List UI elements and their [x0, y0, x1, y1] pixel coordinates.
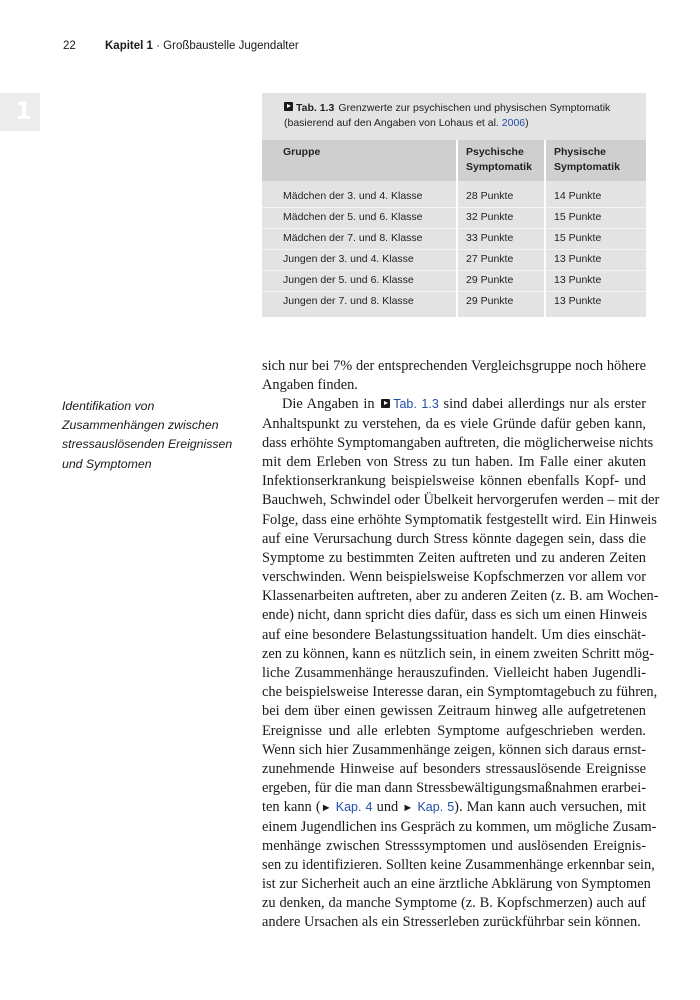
cell-gruppe: Jungen der 7. und 8. Klasse: [283, 295, 414, 307]
citation-link[interactable]: 2006: [501, 117, 526, 129]
text-line: Wenn sich hier Zusammenhänge zeigen, können sich daraus ernst-: [262, 741, 646, 758]
cell-psychisch: 29 Punkte: [466, 295, 514, 307]
cell-gruppe: Jungen der 3. und 4. Klasse: [283, 253, 414, 265]
text-line: Die Angaben in Tab. 1.3 sind dabei allerdings nur als erster: [282, 396, 646, 413]
chapter-label: Kapitel 1: [105, 40, 153, 52]
margin-note: Identifikation von Zusammenhängen zwischen stressauslösenden Ereignissen und Symptomen: [62, 399, 233, 471]
text-line: ten kann (► Kap. 4 und ► Kap. 5). Man kann auch versuchen, mit: [262, 799, 647, 816]
text-line: Angaben finden.: [262, 377, 358, 394]
text-line: andere Ursachen als ein Stresserleben zurückführbar sein können.: [262, 914, 641, 931]
chapter-5-link[interactable]: Kap. 5: [417, 800, 455, 815]
text-line: Bauchweh, Schwindel oder Übelkeit hervorgerufen werden – mit der: [262, 492, 660, 509]
cell-physisch: 15 Punkte: [554, 232, 602, 244]
text-line: Symptome zu bestimmten Zeiten auftreten und zu anderen Zeiten: [262, 549, 646, 566]
play-square-icon: [381, 399, 390, 408]
table-reference-link[interactable]: Tab. 1.3: [393, 397, 439, 412]
header-physische: Physische Symptomatik: [554, 146, 620, 173]
text-line: Folge, dass eine erhöhte Symptomatik festgestellt wird. Ein Hinweis: [262, 511, 657, 528]
page-number: 22: [63, 40, 76, 52]
chapter-tab-number: 1: [15, 97, 32, 125]
text-line: einem Jugendlichen ins Gespräch zu kommen, um mögliche Zusam-: [262, 818, 657, 835]
table-row: [262, 229, 646, 250]
text-line: sich nur bei 7% der entsprechenden Vergleichsgruppe noch höhere: [262, 358, 646, 374]
text-line: liche Zusammenhänge herauszufinden. Vielleicht haben Jugendli-: [262, 665, 646, 681]
column-divider: [456, 140, 458, 317]
column-divider: [544, 140, 546, 317]
text-line: menhänge zwischen Stresssymptomen und auslösenden Ereignis-: [262, 837, 646, 854]
text-line: ende) nicht, dann spricht dies dafür, dass es sich um einen Hinweis: [262, 607, 648, 624]
cell-gruppe: Jungen der 5. und 6. Klasse: [283, 274, 414, 286]
caption-end: ): [525, 117, 529, 129]
triangle-right-icon: ►: [320, 802, 332, 815]
cell-psychisch: 28 Punkte: [466, 190, 514, 202]
header-psychische: Psychische Symptomatik: [466, 146, 532, 173]
text-line: Ereignisse und alle erlebten Symptome aufgeschrieben werden.: [262, 722, 646, 739]
chapter-title: Großbaustelle Jugendalter: [163, 40, 299, 52]
text-line: ist zur Sicherheit auch an eine ärztliche Abklärung von Symptomen: [262, 876, 651, 893]
cell-psychisch: 32 Punkte: [466, 211, 514, 223]
cell-physisch: 15 Punkte: [554, 211, 602, 223]
text-line: Anhaltspunkt zu verstehen, da es viele Gründe dafür geben kann,: [262, 415, 646, 432]
table-row: [262, 208, 646, 229]
cell-physisch: 13 Punkte: [554, 253, 602, 265]
triangle-right-icon: ►: [402, 802, 414, 815]
text-line: auf eine Verursachung durch Stress könnte dagegen sein, dass die: [262, 530, 646, 547]
body-paragraph: [262, 357, 660, 933]
text-line: bei dem über einen gewissen Zeitraum hinweg alle aufgetretenen: [262, 703, 646, 720]
header-separator: ·: [152, 40, 164, 52]
table-header-row: [262, 140, 646, 181]
running-header: [63, 40, 299, 52]
table-1-3: [262, 93, 646, 317]
table-row: [262, 292, 646, 313]
cell-gruppe: Mädchen der 3. und 4. Klasse: [283, 190, 423, 202]
cell-physisch: 13 Punkte: [554, 295, 602, 307]
text-line: dass erhöhte Symptomangaben auftreten, die möglicherweise nichts: [262, 434, 654, 451]
header-gruppe: Gruppe: [283, 146, 321, 158]
caption-text: Grenzwerte zur psychischen und physischen Symptomatik (basierend auf den Angaben von Lohaus et al.: [284, 102, 611, 129]
text-line: zen zu können, kann es nützlich sein, in einem zweiten Schritt mög-: [262, 645, 655, 662]
chapter-thumb-tab: [0, 93, 40, 131]
text-line: ergeben, für die man dann Stressbewältigungsmaßnahmen erarbei-: [262, 780, 646, 797]
chapter-4-link[interactable]: Kap. 4: [335, 800, 373, 815]
text-line: Infektionserkrankung beispielsweise können ebenfalls Kopf- und: [262, 473, 646, 490]
cell-physisch: 13 Punkte: [554, 274, 602, 286]
text-line: zunehmende Hinweise auf besonders stressauslösende Ereignisse: [262, 760, 646, 777]
table-row: [262, 271, 646, 292]
cell-gruppe: Mädchen der 7. und 8. Klasse: [283, 232, 423, 244]
play-square-icon: [284, 102, 293, 111]
table-row: [262, 250, 646, 271]
text-line: verschwinden. Wenn beispielsweise Kopfschmerzen vor allem vor: [262, 569, 646, 586]
table-caption: [284, 101, 629, 131]
table-label: Tab. 1.3: [296, 102, 335, 114]
text-line: zu denken, da manche Symptome (z. B. Kopfschmerzen) auch auf: [262, 895, 646, 912]
text-line: auf eine besondere Belastungssituation handelt. Um dies einschät-: [262, 626, 646, 643]
cell-psychisch: 29 Punkte: [466, 274, 514, 286]
cell-psychisch: 27 Punkte: [466, 253, 514, 265]
text-line: mit dem Erleben von Stress zu tun haben. Im Falle einer akuten: [262, 453, 646, 470]
text-line: che beispielsweise Interesse daran, ein Symptomtagebuch zu führen,: [262, 684, 658, 701]
text-line: Klassenarbeiten auftreten, aber zu anderen Zeiten (z. B. am Wochen-: [262, 588, 659, 605]
text-line: sen zu identifizieren. Sollten keine Zusammenhänge erkennbar sein,: [262, 856, 655, 873]
table-row: [262, 187, 646, 208]
cell-physisch: 14 Punkte: [554, 190, 602, 202]
cell-gruppe: Mädchen der 5. und 6. Klasse: [283, 211, 423, 223]
cell-psychisch: 33 Punkte: [466, 232, 514, 244]
